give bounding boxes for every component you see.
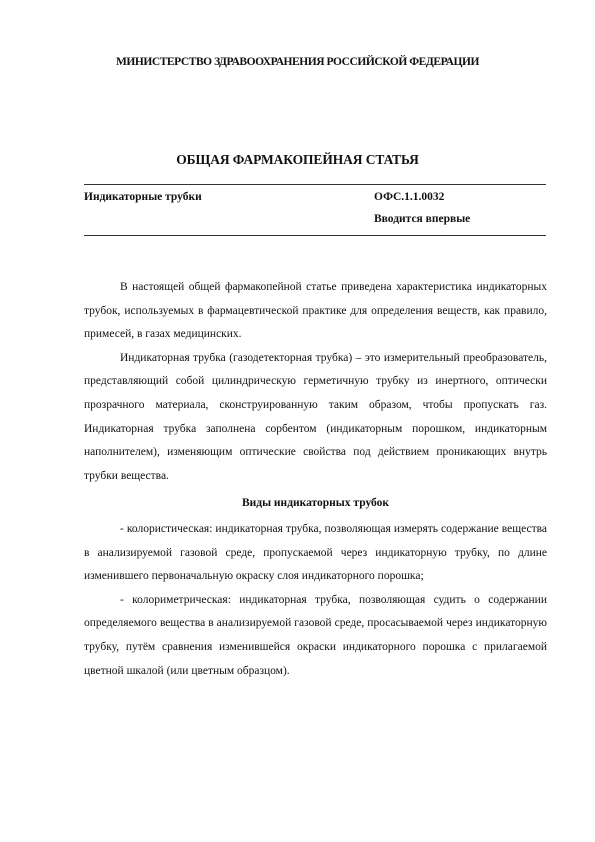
ministry-heading: МИНИСТЕРСТВО ЗДРАВООХРАНЕНИЯ РОССИЙСКОЙ ФЕДЕРАЦИИ bbox=[115, 56, 480, 68]
document-title: ОБЩАЯ ФАРМАКОПЕЙНАЯ СТАТЬЯ bbox=[176, 152, 419, 167]
article-body bbox=[84, 276, 547, 683]
type-item: - колористическая: индикаторная трубка, позволяющая измерять содержание вещества в анализируемой газовой среде, пропускаемой через индикаторную трубку, по длине изменившего первоначальную окраску слоя индикаторного порошка; bbox=[84, 522, 547, 583]
section-heading: Виды индикаторных трубок bbox=[241, 497, 390, 510]
article-name: Индикаторные трубки bbox=[84, 191, 202, 203]
intro-paragraph: В настоящей общей фармакопейной статье приведена характеристика индикаторных трубок, используемых в фармацевтической практике для определения веществ, как правило, примесей, в газах медицинских. bbox=[84, 281, 547, 341]
definition-paragraph: Индикаторная трубка (газодетекторная трубка) – это измерительный преобразователь, представляющий собой цилиндрическую герметичную трубку из инертного, оптически прозрачного материала, сконструированную таким образом, чтобы пропускать газ. Индикаторная трубка заполнена сорбентом (индикаторным порошком, индикаторным наполнителем), изменяющим оптические свойства под действием проникающих внутрь трубки вещества. bbox=[84, 351, 547, 482]
header-bottom-rule bbox=[84, 235, 546, 236]
article-note: Вводится впервые bbox=[374, 213, 471, 225]
header-top-rule bbox=[84, 184, 546, 185]
article-code: ОФС.1.1.0032 bbox=[374, 191, 445, 203]
type-item: - колориметрическая: индикаторная трубка, позволяющая судить о содержании определяемого вещества в анализируемой газовой среде, просасываемой через индикаторную трубку, путём сравнения изменившейся окраски индикаторного порошка с прилагаемой цветной шкалой (или цветным образцом). bbox=[84, 593, 547, 677]
